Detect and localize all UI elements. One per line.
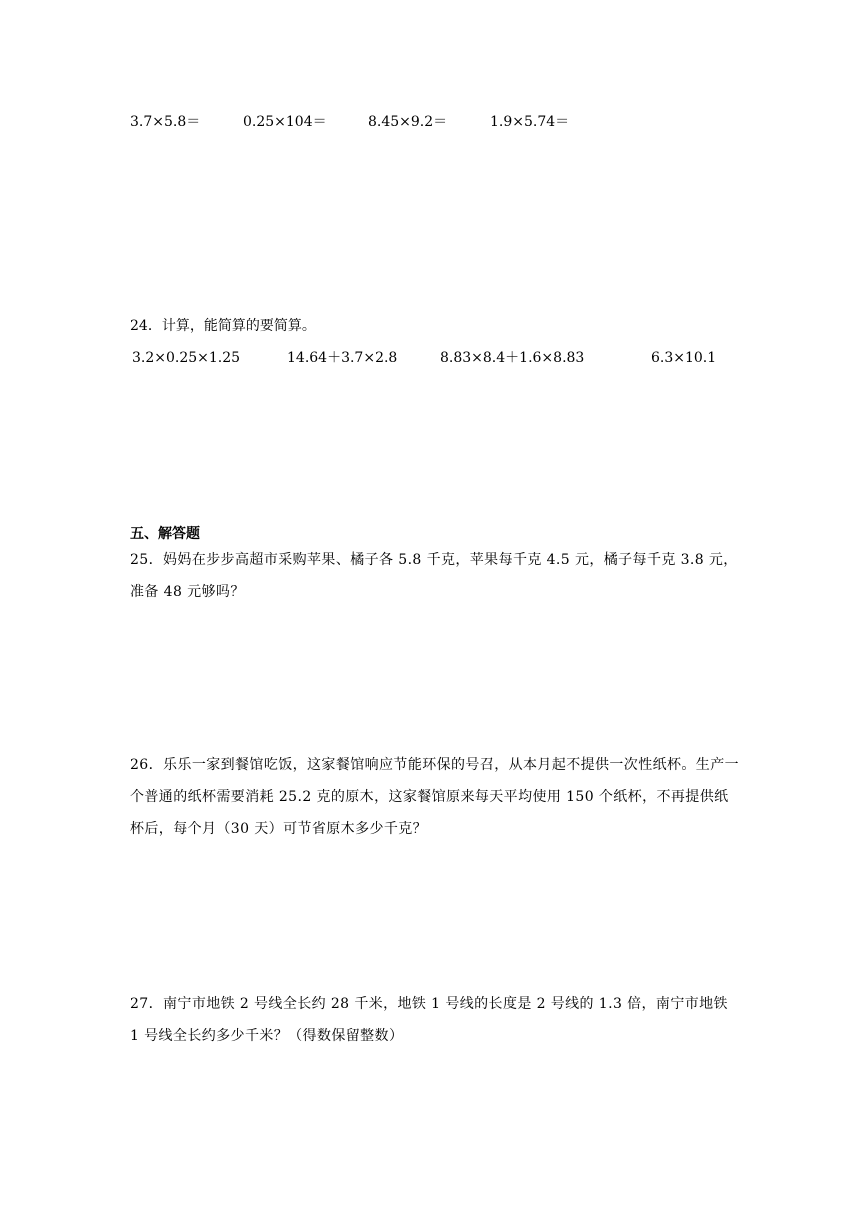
question-26: 26．乐乐一家到餐馆吃饭，这家餐馆响应节能环保的号召，从本月起不提供一次性纸杯。生产一个普通的纸杯需要消耗 25.2 克的原木，这家餐馆原来每天平均使用 150 个纸杯，不再提供纸杯后，每个月（30 天）可节省原木多少千克？ (130, 757, 740, 837)
calc-item-2: 0.25×104＝ (243, 114, 327, 130)
calc-item-4: 1.9×5.74＝ (490, 114, 570, 130)
question-24-prompt: 24．计算，能简算的要简算。 (130, 318, 316, 334)
calc-item-3: 8.45×9.2＝ (368, 114, 448, 130)
question-25: 25．妈妈在步步高超市采购苹果、橘子各 5.8 千克，苹果每千克 4.5 元，橘子每千克 3.8 元，准备 48 元够吗？ (130, 552, 738, 600)
q24-expr-2: 14.64＋3.7×2.8 (287, 350, 398, 366)
q24-expr-4: 6.3×10.1 (651, 350, 717, 366)
q24-expr-3: 8.83×8.4＋1.6×8.83 (440, 350, 585, 366)
calc-item-1: 3.7×5.8＝ (130, 114, 201, 130)
question-27: 27．南宁市地铁 2 号线全长约 28 千米，地铁 1 号线的长度是 2 号线的 1.3 倍，南宁市地铁 1 号线全长约多少千米？（得数保留整数） (130, 996, 728, 1044)
section-heading: 五、解答题 (130, 526, 200, 542)
q24-expr-1: 3.2×0.25×1.25 (132, 350, 241, 366)
